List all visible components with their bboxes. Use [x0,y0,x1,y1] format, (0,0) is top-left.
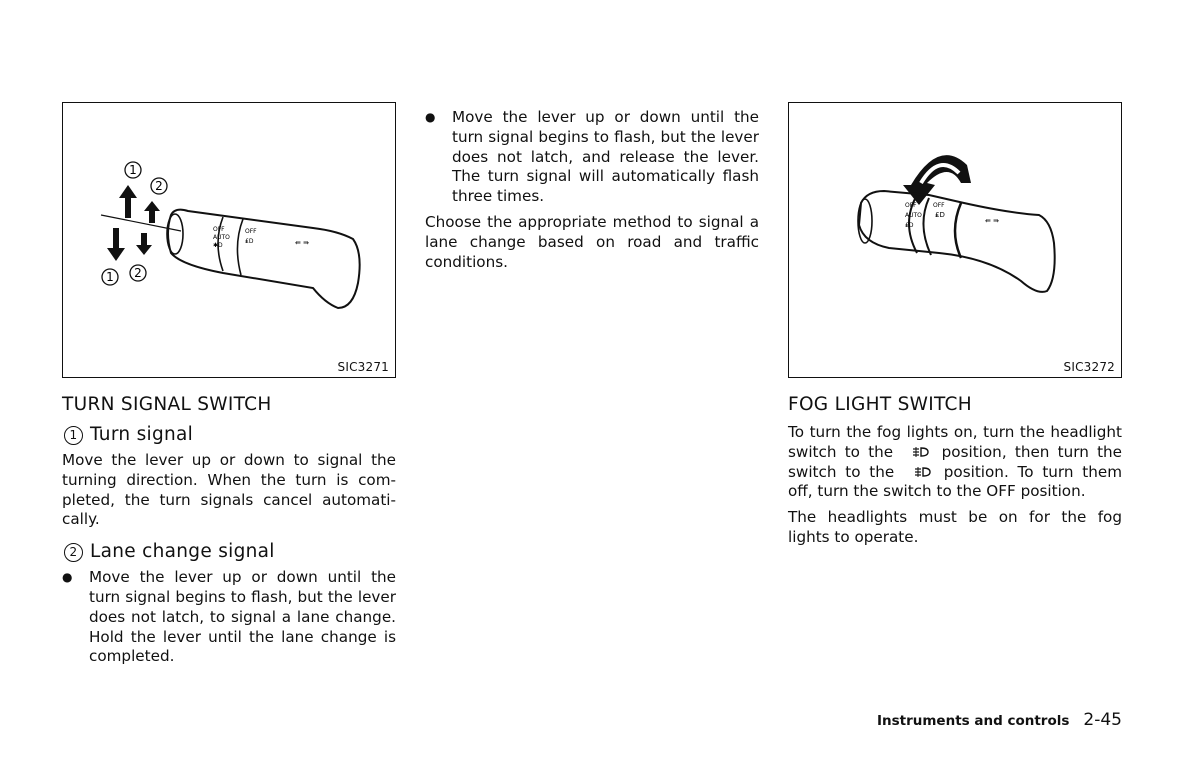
svg-text:OFF: OFF [245,228,257,235]
section-name: Instruments and controls [876,713,1070,729]
fog-light-note: The headlights must be on for the fog lights to operate. [788,508,1122,546]
turn-signal-text: Move the lever up or down to signal the turning direction. When the turn is com-pleted, the turn signals cancel automati-cally. [62,451,396,529]
turn-signal-lever-illustration [63,103,397,379]
turn-signal-figure [62,102,396,378]
svg-text:AUTO: AUTO [905,212,922,219]
fog-text-b: position, then turn the switch to the [788,442,1123,481]
bullet-dot: ● [62,570,73,585]
svg-text:OFF: OFF [933,202,945,209]
turn-signal-switch-title: TURN SIGNAL SWITCH [62,394,272,415]
mark-2-upper: 2 [155,179,163,193]
mark-2-lower: 2 [134,266,142,280]
method-text: Choose the appropriate method to signal a lane change based on road and traffic conditions. [425,212,759,271]
turn-signal-label: Turn signal [90,424,194,445]
fog-light-lever-illustration [789,103,1123,379]
turn-signal-subhead [62,423,396,447]
svg-text:⇚ ⇛: ⇚ ⇛ [985,217,999,225]
svg-text:⇚ ⇛: ⇚ ⇛ [295,239,309,247]
bullet-dot: ● [425,110,436,124]
fog-light-icon [913,466,931,478]
lane-change-label: Lane change signal [90,541,275,563]
lane-change-bullet-1 [62,568,396,667]
mark-1-upper: 1 [129,163,137,177]
left-column [62,393,396,673]
page-number: 2-45 [1083,710,1122,730]
bullet-text: Move the lever up or down until the turn signal begins to flash, but the lever does not latch, to signal a lane change. Hold the lever until the lane change is completed. [89,568,396,666]
fog-text-c: position. To turn them off, turn the switch to the OFF position. [788,462,1122,501]
right-column [788,393,1122,554]
svg-text:✱D: ✱D [213,242,223,249]
figure-code: SIC3271 [337,360,389,374]
fog-text-a: To turn the fog lights on, turn the headlight switch to the [788,423,1122,461]
lane-change-subhead [62,540,396,564]
lane-change-bullet-2 [425,108,759,207]
svg-text:OFF: OFF [213,226,225,233]
svg-text:₤D: ₤D [245,238,254,245]
fog-light-icon [911,446,929,458]
circled-number: 2 [64,543,83,562]
fog-light-instructions [788,423,1122,502]
page-footer [877,710,1122,730]
fog-light-figure [788,102,1122,378]
circled-number: 1 [64,426,83,445]
svg-text:AUTO: AUTO [213,234,230,241]
svg-text:OFF: OFF [905,202,917,209]
fog-light-switch-title: FOG LIGHT SWITCH [788,394,972,415]
svg-text:₤D: ₤D [905,222,914,229]
mark-1-lower: 1 [106,270,114,284]
figure-code: SIC3272 [1063,360,1115,374]
bullet-text: Move the lever up or down until the turn signal begins to flash, but the lever does not latch, and release the lever. The turn signal will automatically flash three times. [452,108,759,206]
middle-column [425,108,759,278]
svg-text:₤D: ₤D [935,211,945,219]
